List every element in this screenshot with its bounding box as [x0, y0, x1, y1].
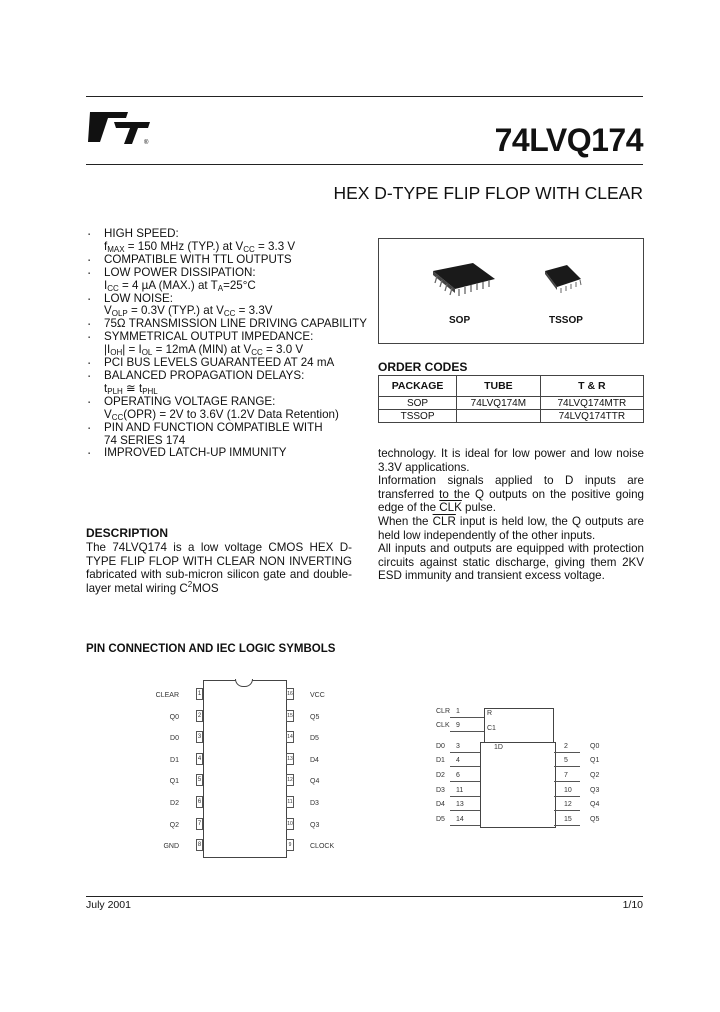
iec-output-line	[554, 781, 580, 782]
feature-item: ▪ PIN AND FUNCTION COMPATIBLE WITH 74 SERIES 174	[86, 422, 368, 448]
iec-block-label: C1	[487, 725, 496, 732]
table-cell: 74LVQ174M	[457, 397, 541, 410]
iec-output-name: Q1	[590, 757, 600, 764]
table-cell: SOP	[379, 397, 457, 410]
table-row	[379, 397, 644, 410]
iec-output-line	[554, 766, 580, 767]
description-heading: DESCRIPTION	[86, 526, 169, 540]
feature-item: ▪ OPERATING VOLTAGE RANGE: $V_{CC}(OPR) = 2V$ to 3.6V (1.2V Data Retention)	[86, 396, 368, 422]
pin-name: VCC	[310, 692, 325, 699]
column-header: PACKAGE	[379, 376, 457, 397]
pin-connection-diagram	[155, 680, 335, 860]
iec-output-number: 2	[564, 743, 568, 750]
iec-output-name: Q5	[590, 816, 600, 823]
iec-input-name: CLR	[436, 708, 451, 715]
st-logo	[86, 108, 158, 148]
pin-number: 11	[286, 796, 294, 808]
iec-output-line	[554, 752, 580, 753]
table-row	[379, 410, 644, 423]
iec-input-name: D3	[436, 787, 445, 794]
pin-number: 7	[196, 818, 203, 830]
column-header: TUBE	[457, 376, 541, 397]
iec-output-name: Q2	[590, 772, 600, 779]
iec-input-number: 13	[456, 801, 464, 808]
iec-register-block	[480, 742, 556, 828]
ic-package-outline	[203, 680, 287, 858]
pin-name: Q2	[169, 821, 179, 829]
iec-input-name: CLK	[436, 722, 450, 729]
column-header: T & R	[540, 376, 643, 397]
feature-item: ▪ IMPROVED LATCH-UP IMMUNITY	[86, 447, 368, 460]
iec-logic-symbol	[432, 700, 612, 850]
iec-input-line	[450, 781, 480, 782]
feature-item: ▪ LOW POWER DISSIPATION: $I_{CC} = 4$ µA (MAX.) at $T_A=25^\circ C$	[86, 267, 368, 293]
table-header-row	[379, 376, 644, 397]
pin-number: 15	[286, 710, 294, 722]
iec-input-name: D4	[436, 801, 445, 808]
tssop-label: TSSOP	[549, 315, 583, 326]
iec-output-number: 7	[564, 772, 568, 779]
feature-item: ▪ COMPATIBLE WITH TTL OUTPUTS	[86, 254, 368, 267]
iec-input-name: D1	[436, 757, 445, 764]
feature-item: ▪ 75Ω TRANSMISSION LINE DRIVING CAPABILITY	[86, 318, 368, 331]
iec-input-line	[450, 766, 480, 767]
description-paragraph: The 74LVQ174 is a low voltage CMOS HEX D-TYPE FLIP FLOP WITH CLEAR NON INVERTING fabricated with sub-micron silicon gate and double-layer metal wiring $C^2MOS$	[86, 541, 352, 595]
iec-output-name: Q3	[590, 787, 600, 794]
sop-label: SOP	[449, 315, 471, 326]
order-codes-heading: ORDER CODES	[378, 360, 468, 374]
iec-input-line	[450, 825, 480, 826]
pin-name: CLOCK	[310, 843, 335, 851]
pin-name: Q1	[169, 778, 179, 786]
top-rule	[86, 96, 643, 97]
feature-item: ▪ SYMMETRICAL OUTPUT IMPEDANCE: $|I_{OH}| = I_{OL} = 12mA$ (MIN) at $V_{CC} = 3.0$ V	[86, 331, 368, 357]
pin-number: 1	[196, 688, 203, 700]
feature-item: ▪ BALANCED PROPAGATION DELAYS: $t_{PLH}$ ≅ $t_{PHL}$	[86, 370, 368, 396]
iec-block-label: R	[487, 710, 493, 717]
iec-input-line	[450, 810, 480, 811]
iec-input-line	[450, 796, 480, 797]
feature-item: ▪ PCI BUS LEVELS GUARANTEED AT 24 mA	[86, 357, 368, 370]
iec-output-line	[554, 810, 580, 811]
svg-text:®: ®	[144, 140, 149, 146]
iec-input-number: 1	[456, 708, 460, 715]
pin-name: D2	[170, 800, 179, 807]
pin-number: 10	[286, 818, 294, 830]
pin-number: 14	[286, 731, 294, 743]
pin-number: 16	[286, 688, 294, 700]
pin-name: CLEAR	[155, 692, 179, 699]
description-continued: technology. It is ideal for low power and low noise 3.3V applications. Information signals applied to D inputs are transferred to the Q outputs on the positive going edge of the $\overline{CLK}$ pulse. When the $\overline{CLR}$ input is held low, the Q outputs are held low independently of the other inputs. All inputs and outputs are equipped with protection circuits against static discharge, giving them 2KV ESD immunity and transient excess voltage.	[378, 447, 644, 583]
iec-output-name: Q4	[590, 801, 600, 808]
pin-name: Q0	[169, 713, 179, 721]
pin-number: 13	[286, 753, 294, 765]
iec-input-name: D2	[436, 772, 445, 779]
iec-output-line	[554, 825, 580, 826]
iec-output-name: Q0	[590, 743, 600, 750]
iec-input-line	[450, 731, 484, 732]
package-box	[378, 238, 644, 344]
pin-name: Q3	[310, 821, 320, 829]
iec-input-number: 11	[456, 787, 464, 794]
feature-item: ▪ LOW NOISE: $V_{OLP} = 0.3V$ (TYP.) at $V_{CC} = 3.3V$	[86, 293, 368, 319]
pin-name: D3	[310, 800, 319, 807]
pin-name: GND	[163, 843, 179, 851]
pin-name: D4	[310, 756, 319, 764]
pin-name: Q4	[310, 778, 320, 786]
pin-name: D5	[310, 735, 319, 743]
iec-input-line	[450, 752, 480, 753]
sop-package-image	[429, 261, 501, 297]
table-cell: TSSOP	[379, 410, 457, 423]
header-rule	[86, 164, 643, 165]
table-cell	[457, 410, 541, 423]
table-cell: 74LVQ174MTR	[540, 397, 643, 410]
iec-output-number: 15	[564, 816, 572, 823]
iec-input-number: 14	[456, 816, 464, 823]
pin-number: 3	[196, 731, 203, 743]
pin-section-heading: PIN CONNECTION AND IEC LOGIC SYMBOLS	[86, 643, 336, 655]
iec-input-name: D5	[436, 816, 445, 823]
iec-input-number: 4	[456, 757, 460, 764]
pin-number: 8	[196, 839, 203, 851]
pin-number: 6	[196, 796, 203, 808]
iec-output-number: 10	[564, 787, 572, 794]
iec-block-label: 1D	[494, 744, 503, 751]
pin-number: 5	[196, 774, 203, 786]
iec-output-number: 12	[564, 801, 572, 808]
footer-rule	[86, 896, 643, 897]
order-codes-table	[378, 375, 644, 423]
iec-output-line	[554, 796, 580, 797]
pin-name: D1	[170, 756, 179, 764]
iec-input-number: 9	[456, 722, 460, 729]
iec-input-number: 6	[456, 772, 460, 779]
pin-number: 12	[286, 774, 294, 786]
iec-input-name: D0	[436, 743, 445, 750]
part-number: 74LVQ174	[494, 122, 643, 158]
iec-input-number: 3	[456, 743, 460, 750]
feature-list	[86, 228, 368, 460]
pin-number: 2	[196, 710, 203, 722]
document-title: HEX D-TYPE FLIP FLOP WITH CLEAR	[333, 183, 643, 203]
footer-date: July 2001	[86, 899, 131, 911]
iec-input-line	[450, 717, 484, 718]
iec-output-number: 5	[564, 757, 568, 764]
pin-name: Q5	[310, 713, 320, 721]
feature-item: ▪ HIGH SPEED: $f_{MAX} = 150$ MHz (TYP.) at $V_{CC} = 3.3$ V	[86, 228, 368, 254]
footer-page: 1/10	[622, 899, 643, 911]
pin-number: 9	[286, 839, 294, 851]
pin-number: 4	[196, 753, 203, 765]
table-cell: 74LVQ174TTR	[540, 410, 643, 423]
pin-name: D0	[170, 735, 179, 743]
tssop-package-image	[539, 263, 587, 295]
